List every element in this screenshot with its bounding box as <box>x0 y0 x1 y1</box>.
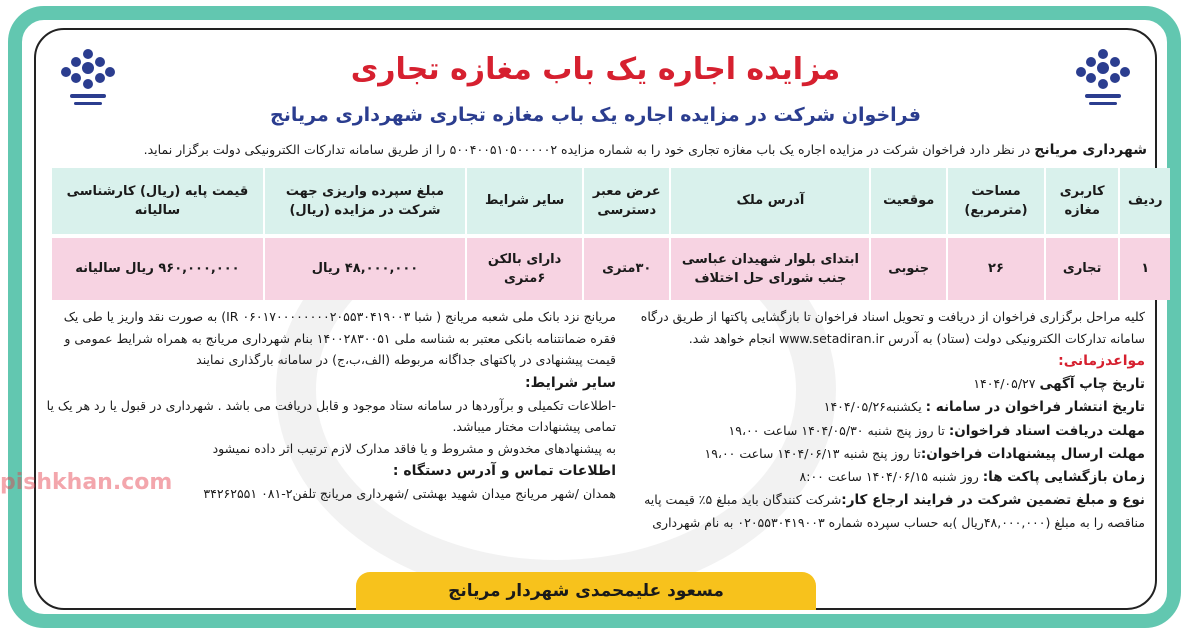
notice-inner-border <box>34 28 1163 610</box>
th-position: موقعیت <box>870 168 947 234</box>
auction-table <box>50 168 1170 300</box>
th-row: ردیف <box>1119 168 1170 234</box>
receive-deadline-value: تا روز پنج شنبه ۱۴۰۴/۰۵/۳۰ ساعت ۱۹،۰۰ <box>728 422 949 438</box>
contact-address: همدان /شهر مریانج میدان شهید بهشتی /شهرداری مریانج تلفن۲-۰۸۱ ۳۴۲۶۲۵۵۱ <box>203 486 616 502</box>
publish-date-label: تاریخ انتشار فراخوان در سامانه : <box>925 399 1145 416</box>
table-header-row <box>51 168 1170 234</box>
publish-date-value: یکشنبه۱۴۰۴/۰۵/۲۶ <box>823 399 926 415</box>
table-row <box>51 238 1170 300</box>
send-deadline-value: تا روز پنج شنبه ۱۴۰۴/۰۶/۱۳ ساعت ۱۹،۰۰ <box>704 445 921 461</box>
contact-title: اطلاعات تماس و آدرس دستگاه : <box>392 463 616 480</box>
print-date-label: تاریخ چاپ آگهی <box>1039 376 1145 393</box>
signature-banner: مسعود علیمحمدی شهردار مریانج <box>356 572 816 610</box>
cell-area: ۲۶ <box>947 238 1045 300</box>
intro-paragraph <box>44 142 1147 158</box>
details-left-column <box>46 306 616 505</box>
cell-width: ۳۰متری <box>583 238 670 300</box>
notice-frame <box>8 6 1181 628</box>
other-condition-1: -اطلاعات تکمیلی و برآوردها در سامانه ستاد موجود و قابل دریافت می باشد . شهرداری در قبول یا رد هر یک یا تمامی پیشنهادات مختار میباشد. <box>46 397 616 435</box>
opening-time-label: زمان بازگشایی پاکت ها: <box>982 468 1145 485</box>
cell-usage: تجاری <box>1045 238 1119 300</box>
receive-deadline-label: مهلت دریافت اسناد فراخوان: <box>948 422 1145 439</box>
notice-title: مزایده اجاره یک باب مغازه تجاری <box>350 52 841 87</box>
receive-deadline-line <box>605 420 1145 443</box>
details-right-column <box>605 306 1145 534</box>
th-address: آدرس ملک <box>670 168 870 234</box>
print-date-value: ۱۴۰۴/۰۵/۲۷ <box>973 376 1040 392</box>
th-other: سایر شرایط <box>466 168 583 234</box>
publish-date-line <box>605 396 1145 419</box>
intro-org: شهرداری مریانج <box>1034 142 1147 158</box>
opening-time-line <box>605 466 1145 489</box>
th-width: عرض معبر دسترسی <box>583 168 670 234</box>
cell-base-price: ۹۶۰,۰۰۰,۰۰۰ ریال سالیانه <box>51 238 264 300</box>
other-conditions-title: سایر شرایط: <box>525 374 616 391</box>
other-condition-2: به پیشنهادهای مخدوش و مشروط و یا فاقد مدارک لازم ترتیب اثر داده نمیشود <box>212 440 616 456</box>
print-date-line <box>605 373 1145 396</box>
side-brand-watermark: pishkhan.com <box>0 470 173 495</box>
cell-address: ابتدای بلوار شهیدان عباسی جنب شورای حل اختلاف <box>670 238 870 300</box>
cell-position: جنوبی <box>870 238 947 300</box>
th-deposit: مبلغ سپرده واریزی جهت شرکت در مزایده (ریال) <box>264 168 466 234</box>
send-deadline-line <box>605 443 1145 466</box>
th-area: مساحت (مترمربع) <box>947 168 1045 234</box>
guarantee-value: شرکت کنندگان باید مبلغ ۵٪ قیمت پایه مناقصه را به مبلغ (۴۸,۰۰۰,۰۰۰ریال )به حساب سپرده شماره ۰۲۰۵۵۳۰۴۱۹۰۰۳ به نام شهرداری <box>644 492 1145 531</box>
notice-subtitle: فراخوان شرکت در مزایده اجاره یک باب مغازه تجاری شهرداری مریانج <box>270 104 921 126</box>
intro-text: در نظر دارد فراخوان شرکت در مزایده اجاره یک باب مغازه تجاری خود را به شماره مزایده ۵۰۰۴۰۰۵۱۰۵۰۰۰۰۰۲ را از طریق سامانه تدارکات الکترونیکی دولت برگزار نماید. <box>143 142 1035 157</box>
cell-other: دارای بالکن ۶متری <box>466 238 583 300</box>
process-paragraph: کلیه مراحل برگزاری فراخوان از دریافت و تحویل اسناد فراخوان تا بازگشایی پاکتها از طریق درگاه سامانه تدارکات الکترونیکی دولت (ستاد) به آدرس www.setadiran.ir انجام خواهد شد. <box>640 309 1145 346</box>
th-base-price: قیمت پایه (ریال) کارشناسی سالیانه <box>51 168 264 234</box>
cell-row: ۱ <box>1119 238 1170 300</box>
cell-deposit: ۴۸,۰۰۰,۰۰۰ ریال <box>264 238 466 300</box>
guarantee-label: نوع و مبلغ تضمین شرکت در فرایند ارجاع کار: <box>841 492 1145 509</box>
th-usage: کاربری مغازه <box>1045 168 1119 234</box>
deadlines-title: مواعدزمانی: <box>1058 353 1145 369</box>
send-deadline-label: مهلت ارسال پیشنهادات فراخوان: <box>920 445 1145 462</box>
bank-paragraph: مریانج نزد بانک ملی شعبه مریانج ( شبا IR ۰۶۰۱۷۰۰۰۰۰۰۰۰۲۰۵۵۳۰۴۱۹۰۰۳) به صورت نقد واریز یا طی یک فقره ضمانتنامه بانکی معتبر به شناسه ملی ۱۴۰۰۲۸۳۰۰۵۱ بنام شهرداری مریانج به همراه شرایط عمومی و قیمت پیشنهادی در پاکتهای جداگانه مربوطه (الف،ب،ج) در سامانه بارگذاری نمایند <box>63 309 616 367</box>
opening-time-value: روز شنبه ۱۴۰۴/۰۶/۱۵ ساعت ۸:۰۰ <box>799 468 983 484</box>
guarantee-line <box>605 489 1145 534</box>
